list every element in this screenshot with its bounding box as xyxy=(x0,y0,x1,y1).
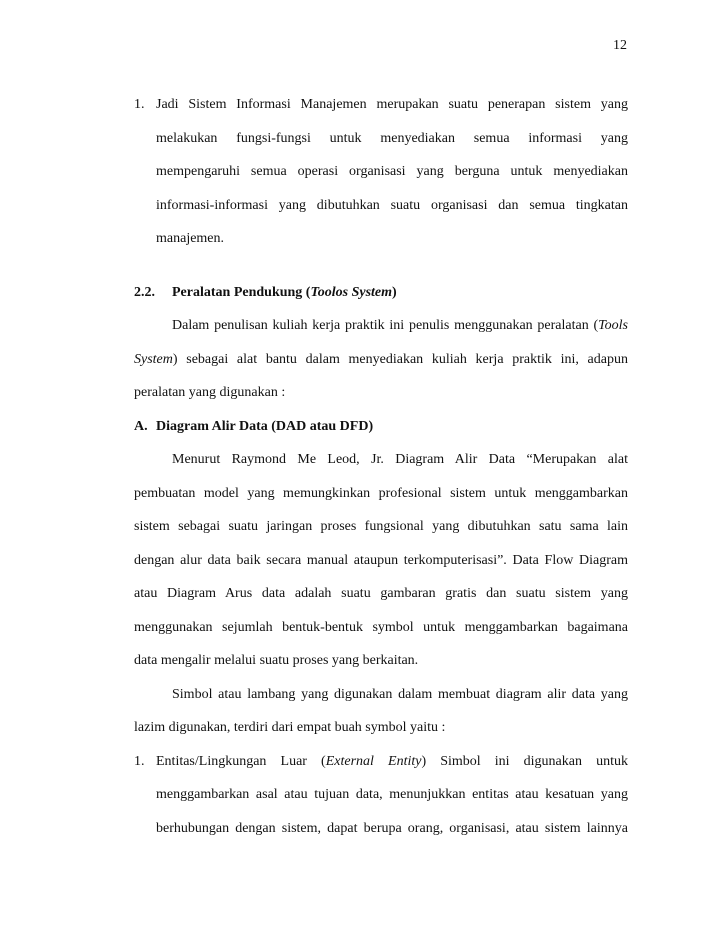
list-line: melakukan fungsi-fungsi untuk menyediakan semua informasi yang xyxy=(156,130,628,146)
paragraph-line: menggunakan sejumlah bentuk-bentuk symbol untuk menggambarkan bagaimana xyxy=(134,619,628,635)
list-marker: 1. xyxy=(134,753,145,769)
paragraph-dfd xyxy=(134,450,628,685)
section-heading: 2.2. Peralatan Pendukung (Toolos System) xyxy=(134,284,397,300)
paragraph-line: Menurut Raymond Me Leod, Jr. Diagram Alir Data “Merupakan alat xyxy=(172,452,628,467)
page-number: 12 xyxy=(613,38,627,53)
paragraph-symbols xyxy=(134,685,628,752)
paragraph-line: sistem sebagai suatu jaringan proses fungsional yang dibutuhkan satu sama lain xyxy=(134,519,628,534)
paragraph-line: data mengalir melalui suatu proses yang berkaitan. xyxy=(134,653,419,668)
list-item-1 xyxy=(134,95,628,263)
list-item-external-entity xyxy=(134,752,628,853)
paragraph-line: pembuatan model yang memungkinkan profesional sistem untuk menggambarkan xyxy=(134,485,628,501)
paragraph-line: Simbol atau lambang yang digunakan dalam membuat diagram alir data yang xyxy=(172,686,628,702)
subsection-heading: A. Diagram Alir Data (DAD atau DFD) xyxy=(134,418,374,434)
list-line: menggambarkan asal atau tujuan data, menunjukkan entitas atau kesatuan yang xyxy=(156,787,628,802)
document-body xyxy=(134,95,628,852)
paragraph-line: Dalam penulisan kuliah kerja praktik ini penulis menggunakan peralatan (Tools xyxy=(172,318,628,333)
paragraph-tools xyxy=(134,316,628,417)
list-line: 1. Jadi Sistem Informasi Manajemen merupakan suatu penerapan sistem yang xyxy=(134,95,628,129)
paragraph-line: peralatan yang digunakan : xyxy=(134,385,286,400)
paragraph-line: System) sebagai alat bantu dalam menyediakan kuliah kerja praktik ini, adapun xyxy=(134,351,628,367)
paragraph-line: dengan alur data baik secara manual ataupun terkomputerisasi”. Data Flow Diagram xyxy=(134,552,628,568)
list-line: informasi-informasi yang dibutuhkan suatu organisasi dan semua tingkatan xyxy=(156,197,628,213)
list-line: berhubungan dengan sistem, dapat berupa orang, organisasi, atau sistem lainnya xyxy=(156,820,628,836)
list-line: mempengaruhi semua operasi organisasi yang berguna untuk menyediakan xyxy=(156,164,628,179)
list-marker: 1. xyxy=(134,97,145,112)
list-line: manajemen. xyxy=(156,231,225,246)
paragraph-line: lazim digunakan, terdiri dari empat buah symbol yaitu : xyxy=(134,720,446,735)
list-line: 1. Entitas/Lingkungan Luar (External Entity) Simbol ini digunakan untuk xyxy=(134,752,628,786)
paragraph-line: atau Diagram Arus data adalah suatu gambaran gratis dan suatu sistem yang xyxy=(134,586,628,601)
